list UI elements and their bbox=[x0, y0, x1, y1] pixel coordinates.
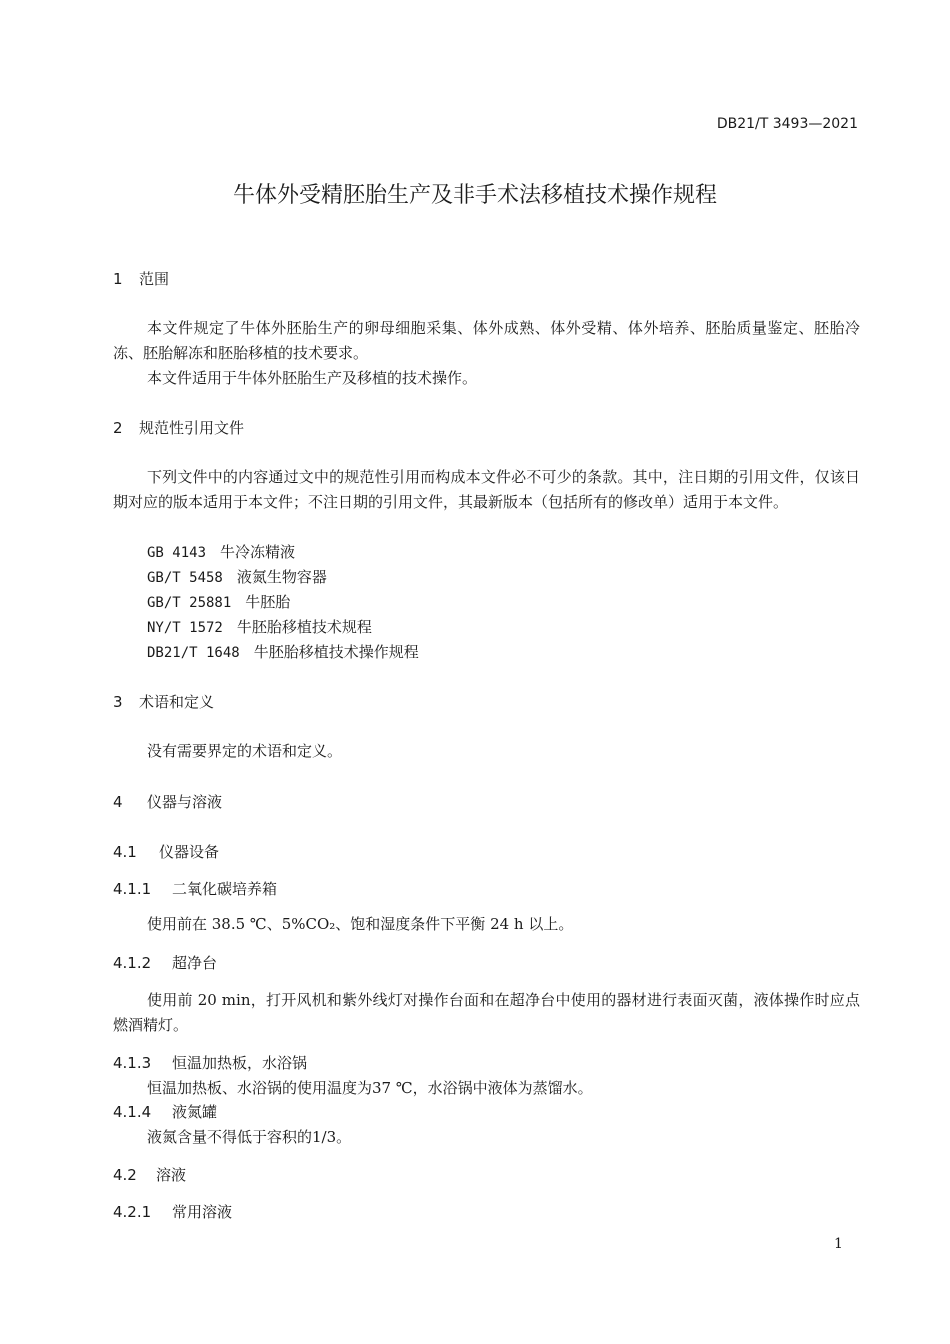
section-2-heading bbox=[113, 417, 244, 438]
section-4-heading bbox=[113, 791, 222, 812]
subsection-4-2-1-heading bbox=[113, 1201, 232, 1222]
section-number: 4.2.1 bbox=[113, 1203, 152, 1221]
section-title: 超净台 bbox=[172, 954, 218, 972]
reference-item bbox=[147, 641, 419, 662]
section-number: 4.1 bbox=[113, 843, 137, 861]
subsection-4-1-4-heading bbox=[113, 1101, 217, 1122]
section-title: 范围 bbox=[139, 270, 170, 288]
section-1-heading bbox=[113, 268, 169, 289]
section-number: 4 bbox=[113, 793, 123, 811]
subsection-4-2-heading bbox=[113, 1164, 186, 1185]
paragraph: 本文件规定了牛体外胚胎生产的卵母细胞采集、体外成熟、体外受精、体外培养、胚胎质量鉴定、胚胎冷冻、胚胎解冻和胚胎移植的技术要求。 bbox=[113, 319, 860, 362]
section-number: 4.1.1 bbox=[113, 880, 152, 898]
paragraph: 使用前在 38.5 ℃、5%CO₂、饱和湿度条件下平衡 24 h 以上。 bbox=[147, 915, 574, 933]
reference-name: 液氮生物容器 bbox=[236, 568, 327, 586]
paragraph: 本文件适用于牛体外胚胎生产及移植的技术操作。 bbox=[147, 369, 478, 387]
section-title: 液氮罐 bbox=[172, 1103, 218, 1121]
section-title: 仪器设备 bbox=[159, 843, 220, 861]
page-title: 牛体外受精胚胎生产及非手术法移植技术操作规程 bbox=[232, 183, 717, 208]
reference-item bbox=[147, 591, 290, 612]
reference-code: GB/T 5458 bbox=[147, 570, 223, 586]
paragraph: 恒温加热板、水浴锅的使用温度为37 ℃，水浴锅中液体为蒸馏水。 bbox=[147, 1079, 593, 1097]
subsection-4-1-2-heading bbox=[113, 952, 217, 973]
subsection-4-1-heading bbox=[113, 841, 219, 862]
section-title: 二氧化碳培养箱 bbox=[172, 880, 278, 898]
section-title: 规范性引用文件 bbox=[139, 419, 245, 437]
paragraph: 使用前 20 min，打开风机和紫外线灯对操作台面和在超净台中使用的器材进行表面灭菌，液体操作时应点燃酒精灯。 bbox=[113, 991, 860, 1034]
document-number: DB21/T 3493—2021 bbox=[716, 116, 858, 132]
section-title: 术语和定义 bbox=[139, 693, 215, 711]
paragraph: 液氮含量不得低于容积的1/3。 bbox=[147, 1128, 352, 1146]
section-number: 4.1.3 bbox=[113, 1054, 152, 1072]
section-title: 恒温加热板，水浴锅 bbox=[172, 1054, 308, 1072]
page-number: 1 bbox=[834, 1236, 843, 1252]
paragraph: 没有需要界定的术语和定义。 bbox=[147, 742, 343, 760]
section-number: 4.1.4 bbox=[113, 1103, 152, 1121]
section-3-heading bbox=[113, 691, 214, 712]
reference-code: NY/T 1572 bbox=[147, 620, 223, 636]
reference-name: 牛胚胎移植技术操作规程 bbox=[253, 643, 419, 661]
reference-item bbox=[147, 566, 327, 587]
section-title: 溶液 bbox=[156, 1166, 187, 1184]
reference-name: 牛冷冻精液 bbox=[220, 543, 296, 561]
reference-item bbox=[147, 616, 372, 637]
reference-code: GB 4143 bbox=[147, 545, 207, 561]
paragraph: 下列文件中的内容通过文中的规范性引用而构成本文件必不可少的条款。其中，注日期的引用文件，仅该日期对应的版本适用于本文件；不注日期的引用文件，其最新版本（包括所有的修改单）适用于本文件。 bbox=[113, 468, 860, 511]
section-title: 仪器与溶液 bbox=[147, 793, 223, 811]
reference-name: 牛胚胎 bbox=[245, 593, 291, 611]
section-number: 2 bbox=[113, 419, 123, 437]
reference-code: GB/T 25881 bbox=[147, 595, 232, 611]
section-number: 4.1.2 bbox=[113, 954, 152, 972]
reference-name: 牛胚胎移植技术规程 bbox=[236, 618, 372, 636]
reference-code: DB21/T 1648 bbox=[147, 645, 240, 661]
section-number: 3 bbox=[113, 693, 123, 711]
subsection-4-1-1-heading bbox=[113, 878, 277, 899]
section-title: 常用溶液 bbox=[172, 1203, 233, 1221]
reference-item bbox=[147, 541, 295, 562]
section-number: 4.2 bbox=[113, 1166, 137, 1184]
subsection-4-1-3-heading bbox=[113, 1052, 307, 1073]
section-number: 1 bbox=[113, 270, 123, 288]
